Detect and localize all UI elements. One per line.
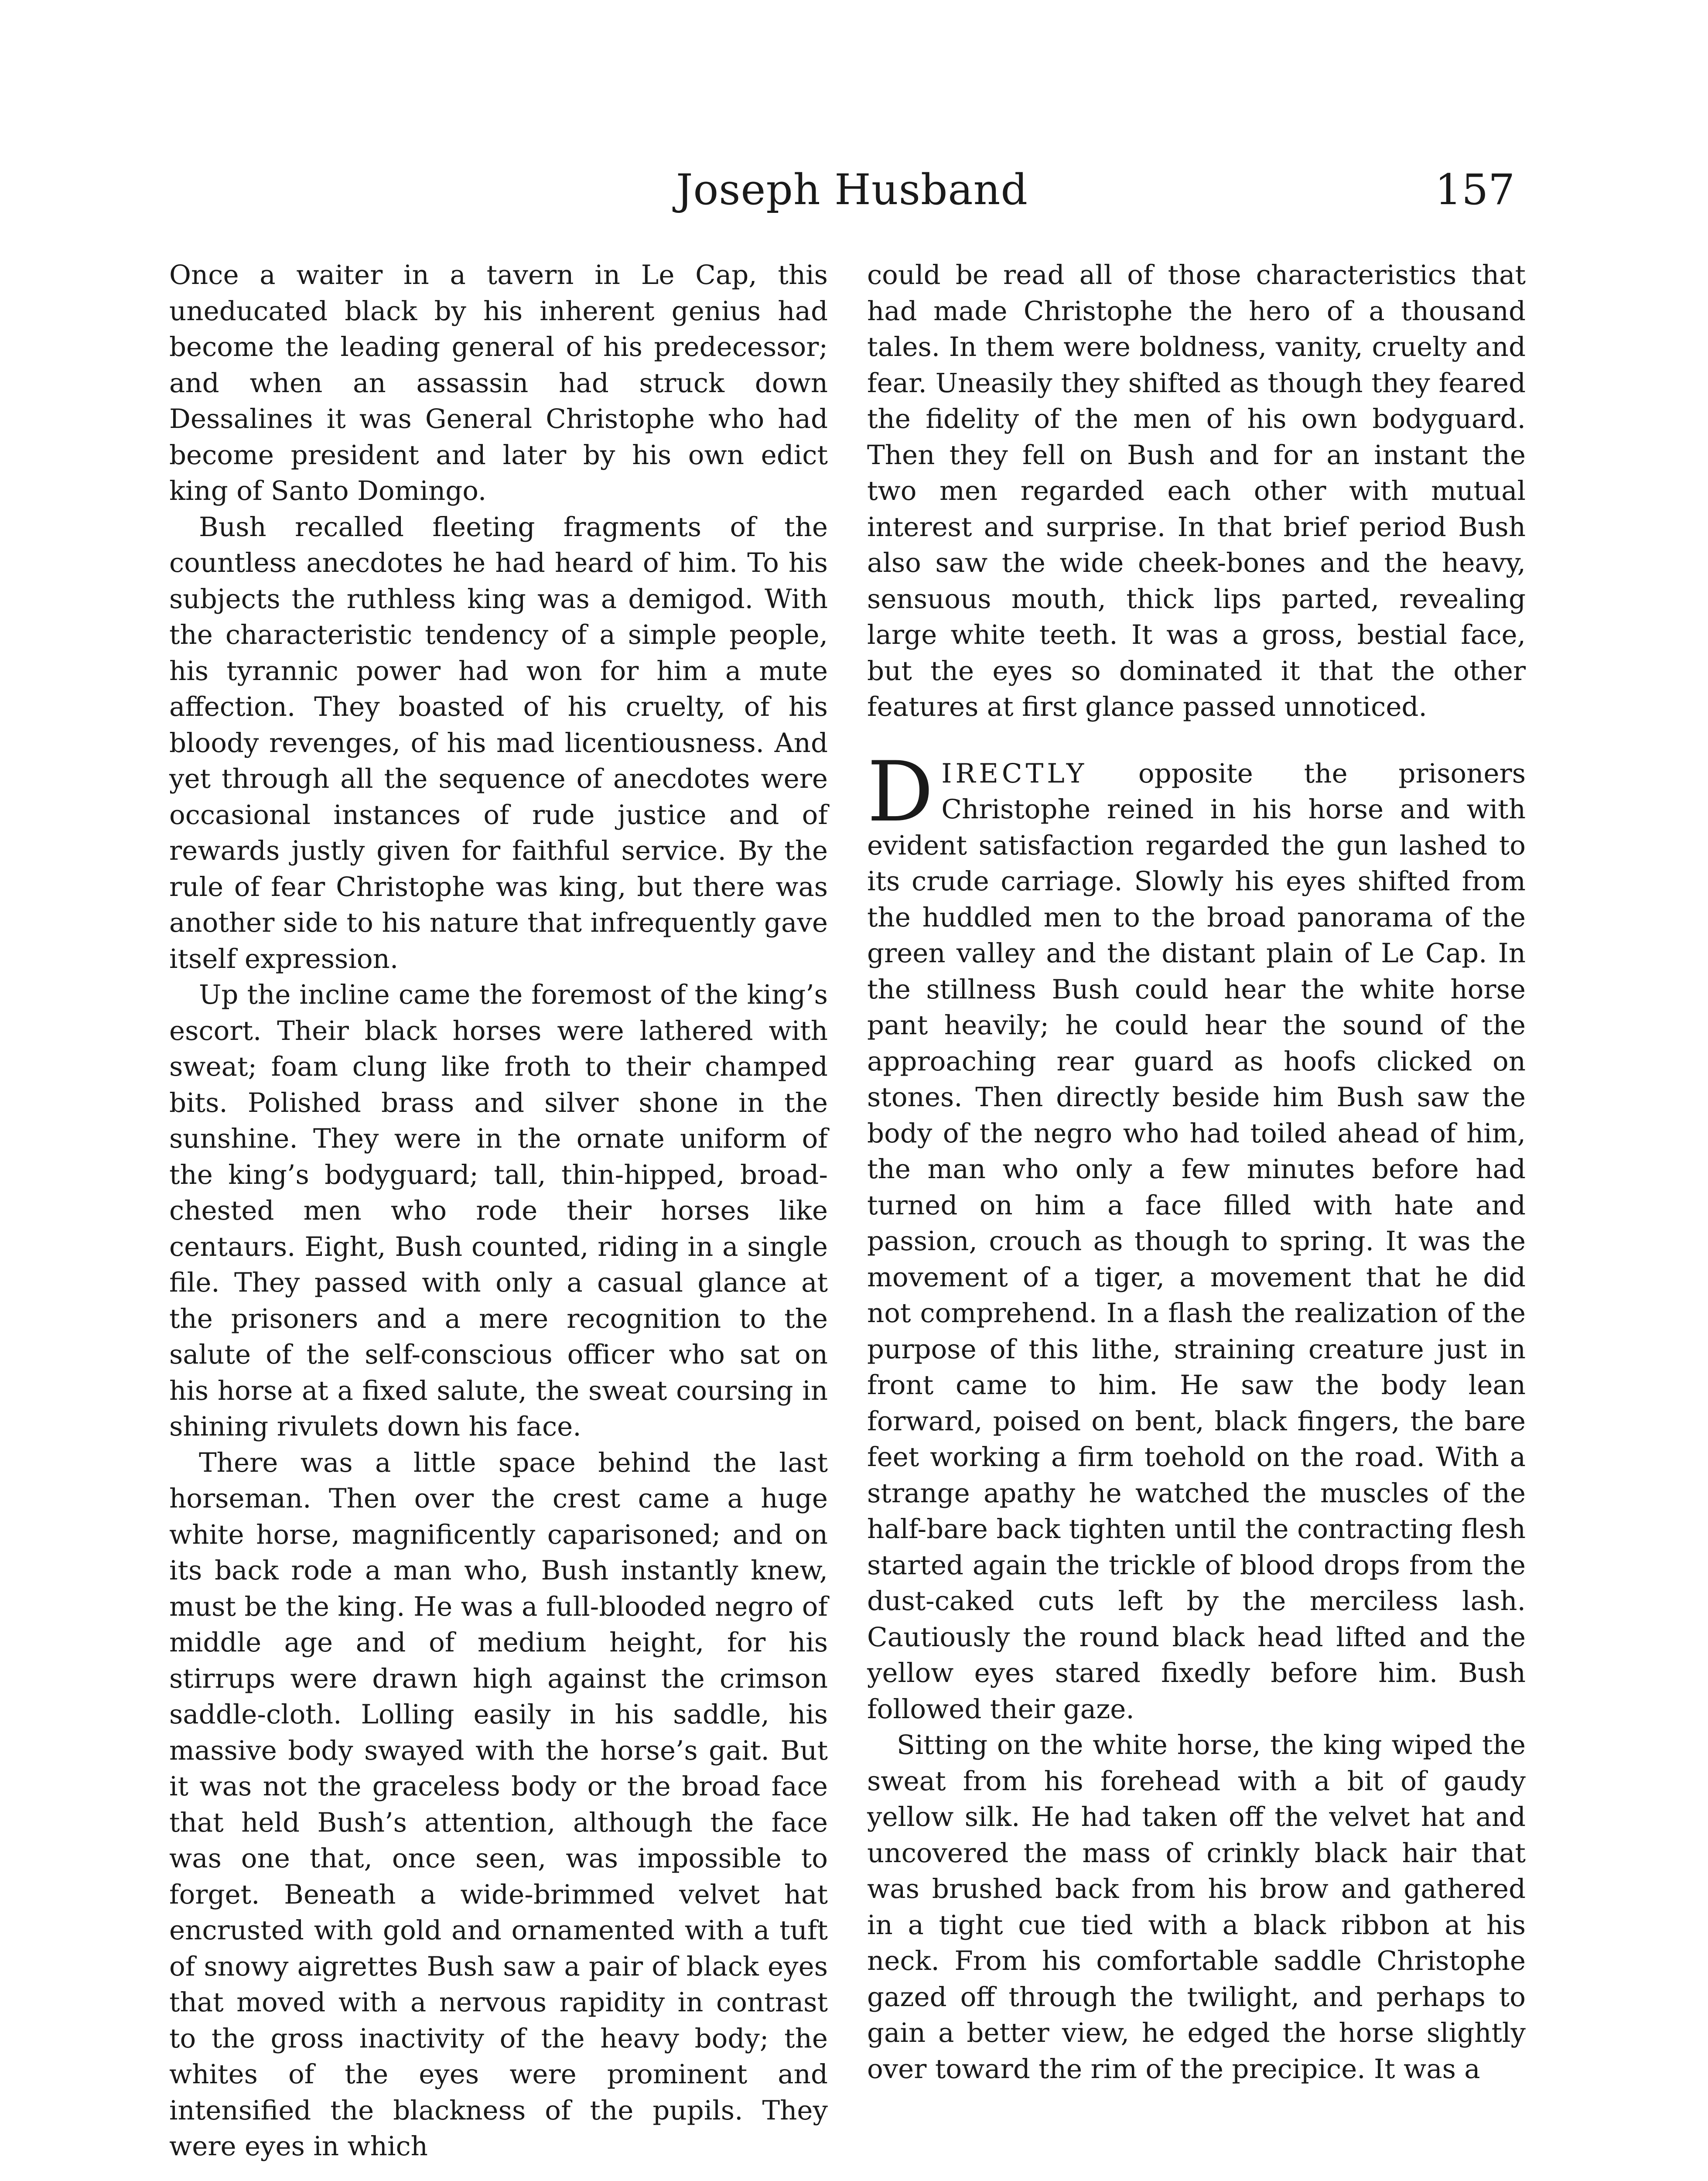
drop-cap: D: [867, 743, 934, 840]
paragraph: Bush recalled fleeting fragments of the countless anecdotes he had heard of him. To his subjects the ruthless king was a demigod. With the characteristic tendency of a simple people, his tyrannic power had won for him a mute affection. They boasted of his cruelty, of his bloody revenges, of his mad licentiousness. And yet through all the sequence of anecdotes were occasional instances of rude justice and of rewards justly given for faithful service. By the rule of fear Christophe was king, but there was another side to his nature that infrequently gave itself expression.: [169, 511, 828, 974]
left-column: [169, 257, 828, 2165]
header-title: Joseph Husband: [676, 165, 1028, 214]
paragraph: could be read all of those characteristics that had made Christophe the hero of a thousand tales. In them were boldness, vanity, cruelty and fear. Uneasily they shifted as though they feared the fidelity of the men of his own bodyguard. Then they fell on Bush and for an instant the two men regarded each other with mutual interest and surprise. In that brief period Bush also saw the wide cheek-bones and the heavy, sensuous mouth, thick lips parted, revealing large white teeth. It was a gross, bestial face, but the eyes so dominated it that the other features at first glance passed unnoticed.: [867, 260, 1526, 722]
page-number: 157: [1435, 165, 1515, 214]
paragraph: Up the incline came the foremost of the king’s escort. Their black horses were lathered with sweat; foam clung like froth to their champed bits. Polished brass and silver shone in the sunshine. They were in the ornate uniform of the king’s bodyguard; tall, thin-hipped, broad-chested men who rode their horses like centaurs. Eight, Bush counted, riding in a single file. They passed with only a casual glance at the prisoners and a mere recognition to the salute of the self-conscious officer who sat on his horse at a fixed salute, the sweat coursing in shining rivulets down his face.: [169, 979, 828, 1442]
paragraph: There was a little space behind the last horseman. Then over the crest came a huge white horse, magnificently caparisoned; and on its back rode a man who, Bush instantly knew, must be the king. He was a full-blooded negro of middle age and of medium height, for his stirrups were drawn high against the crimson saddle-cloth. Lolling easily in his saddle, his massive body swayed with the horse’s gait. But it was not the graceless body or the broad face that held Bush’s attention, although the face was one that, once seen, was impossible to forget. Beneath a wide-brimmed velvet hat encrusted with gold and ornamented with a tuft of snowy aigrettes Bush saw a pair of black eyes that moved with a nervous rapidity in contrast to the gross inactivity of the heavy body; the whites of the eyes were prominent and intensified the blackness of the pupils. They were eyes in which: [169, 1447, 828, 2162]
paragraph: Sitting on the white horse, the king wiped the sweat from his forehead with a bit of gaudy yellow silk. He had taken off the velvet hat and uncovered the mass of crinkly black hair that was brushed back from his brow and gathered in a tight cue tied with a black ribbon at his neck. From his comfortable saddle Christophe gazed off through the twilight, and perhaps to gain a better view, he edged the horse slightly over toward the rim of the precipice. It was a: [867, 1730, 1526, 2085]
section-opening-paragraph: [867, 743, 1526, 1728]
right-column: [867, 257, 1526, 2087]
section-text: opposite the prisoners Christophe reined in his horse and with evident satisfaction regarded the gun lashed to its crude carriage. Slowly his eyes shifted from the huddled men to the broad panorama of the green valley and the distant plain of Le Cap. In the stillness Bush could hear the white horse pant heavily; he could hear the sound of the approaching rear guard as hoofs clicked on stones. Then directly beside him Bush saw the body of the negro who had toiled ahead of him, the man who only a few minutes before had turned on him a face filled with hate and passion, crouch as though to spring. It was the movement of a tiger, a movement that he did not comprehend. In a flash the realization of the purpose of this lithe, straining creature just in front came to him. He saw the body lean forward, poised on bent, black fingers, the bare feet working a firm toehold on the road. With a strange apathy he watched the muscles of the half-bare back tighten until the contracting flesh started again the trickle of blood drops from the dust-caked cuts left by the merciless lash. Cautiously the round black head lifted and the yellow eyes stared fixedly before him. Bush followed their gaze.: [867, 758, 1526, 1725]
running-head: [0, 164, 1708, 225]
paragraph: Once a waiter in a tavern in Le Cap, this uneducated black by his inherent genius had become the leading general of his predecessor; and when an assassin had struck down Dessalines it was General Christophe who had become president and later by his own edict king of Santo Domingo.: [169, 260, 828, 506]
small-caps-lead: IRECTLY: [941, 758, 1088, 789]
